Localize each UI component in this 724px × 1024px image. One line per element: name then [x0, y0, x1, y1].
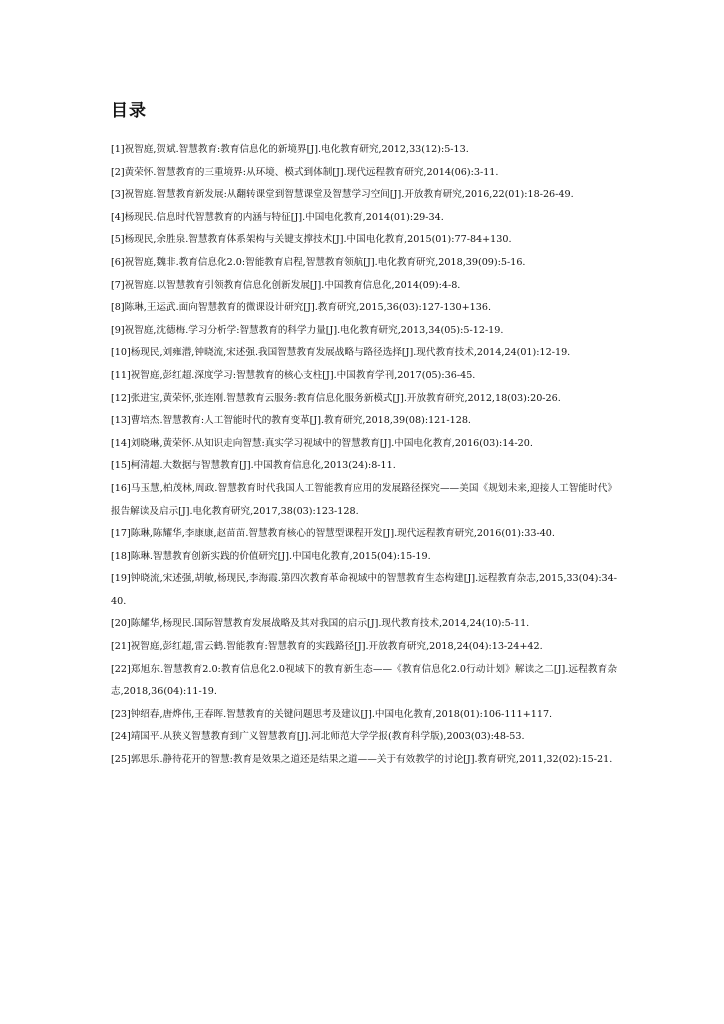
reference-list — [111, 139, 617, 772]
reference-item: [15]柯清超.大数据与智慧教育[J].中国教育信息化,2013(24):8-11. — [111, 460, 396, 472]
reference-item: [20]陈耀华,杨现民.国际智慧教育发展战略及其对我国的启示[J].现代教育技术,2014,24(10):5-11. — [111, 618, 530, 630]
reference-item: [23]钟绍春,唐烨伟,王春晖.智慧教育的关键问题思考及建议[J].中国电化教育,2018(01):106-111+117. — [111, 708, 553, 720]
reference-item: [16]马玉慧,柏茂林,周政.智慧教育时代我国人工智能教育应用的发展路径探究——美国《规划未来,迎接人工智能时代》报告解读及启示[J].电化教育研究,2017,38(03):123-128. — [111, 482, 617, 517]
reference-item: [13]曹培杰.智慧教育:人工智能时代的教育变革[J].教育研究,2018,39(08):121-128. — [111, 415, 471, 427]
reference-item: [10]杨现民,刘雍潜,钟晓流,宋述强.我国智慧教育发展战略与路径选择[J].现代教育技术,2014,24(01):12-19. — [111, 347, 571, 359]
reference-item: [2]黄荣怀.智慧教育的三重境界:从环境、模式到体制[J].现代远程教育研究,2014(06):3-11. — [111, 166, 499, 178]
reference-item: [5]杨现民,余胜泉.智慧教育体系架构与关键支撑技术[J].中国电化教育,2015(01):77-84+130. — [111, 234, 512, 246]
reference-item: [3]祝智庭.智慧教育新发展:从翻转课堂到智慧课堂及智慧学习空间[J].开放教育研究,2016,22(01):18-26-49. — [111, 189, 574, 201]
reference-item: [1]祝智庭,贺斌.智慧教育:教育信息化的新境界[J].电化教育研究,2012,33(12):5-13. — [111, 144, 469, 155]
reference-item: [12]张进宝,黄荣怀,张连刚.智慧教育云服务:教育信息化服务新模式[J].开放教育研究,2012,18(03):20-26. — [111, 392, 561, 404]
reference-item: [9]祝智庭,沈德梅.学习分析学:智慧教育的科学力量[J].电化教育研究,2013,34(05):5-12-19. — [111, 324, 504, 336]
reference-item: [24]靖国平.从狭义智慧教育到广义智慧教育[J].河北师范大学学报(教育科学版),2003(03):48-53. — [111, 731, 525, 743]
reference-item: [25]郭思乐.静待花开的智慧:教育是效果之道还是结果之道——关于有效教学的讨论[J].教育研究,2011,32(02):15-21. — [111, 754, 613, 766]
reference-item: [18]陈琳.智慧教育创新实践的价值研究[J].中国电化教育,2015(04):15-19. — [111, 550, 431, 562]
reference-item: [22]郑旭东.智慧教育2.0:教育信息化2.0视域下的教育新生态——《教育信息化2.0行动计划》解读之二[J].远程教育杂志,2018,36(04):11-19. — [111, 663, 617, 698]
reference-item: [19]钟晓流,宋述强,胡敏,杨现民,李海霞.第四次教育革命视域中的智慧教育生态构建[J].远程教育杂志,2015,33(04):34-40. — [111, 573, 617, 607]
reference-item: [17]陈琳,陈耀华,李康康,赵苗苗.智慧教育核心的智慧型课程开发[J].现代远程教育研究,2016(01):33-40. — [111, 528, 555, 540]
reference-item: [6]祝智庭,魏非.教育信息化2.0:智能教育启程,智慧教育领航[J].电化教育研究,2018,39(09):5-16. — [111, 256, 526, 268]
reference-item: [14]刘晓琳,黄荣怀.从知识走向智慧:真实学习视域中的智慧教育[J].中国电化教育,2016(03):14-20. — [111, 437, 533, 449]
reference-item: [7]祝智庭.以智慧教育引领教育信息化创新发展[J].中国教育信息化,2014(09):4-8. — [111, 279, 461, 291]
page-title: 目录 — [111, 101, 147, 121]
document-page — [111, 96, 617, 772]
reference-item: [11]祝智庭,彭红超.深度学习:智慧教育的核心支柱[J].中国教育学刊,2017(05):36-45. — [111, 369, 476, 381]
reference-item: [21]祝智庭,彭红超,雷云鹤.智能教育:智慧教育的实践路径[J].开放教育研究,2018,24(04):13-24+42. — [111, 641, 543, 653]
reference-item: [4]杨现民.信息时代智慧教育的内涵与特征[J].中国电化教育,2014(01):29-34. — [111, 211, 444, 223]
reference-item: [8]陈琳,王运武.面向智慧教育的微课设计研究[J].教育研究,2015,36(03):127-130+136. — [111, 302, 492, 314]
